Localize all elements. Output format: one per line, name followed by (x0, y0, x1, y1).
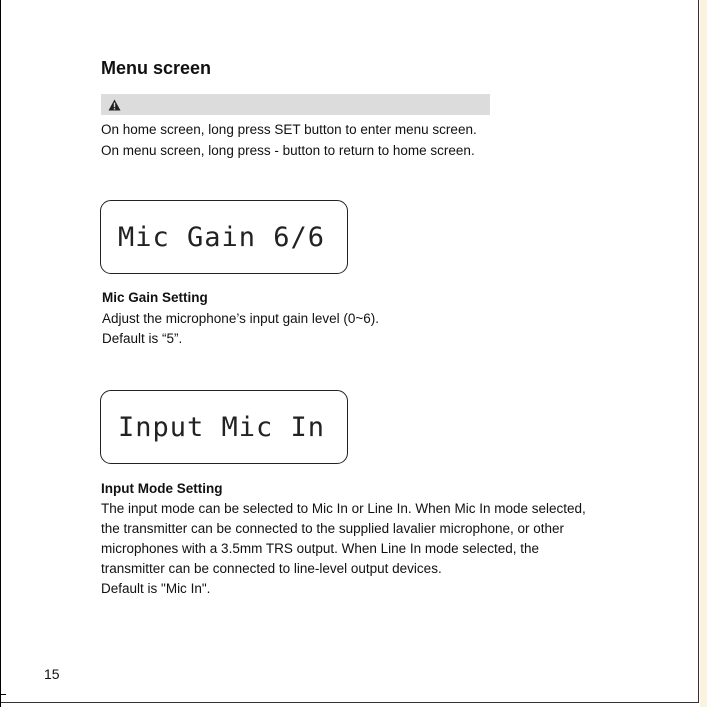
page-edge-strip (700, 0, 707, 707)
input-mode-line-4: transmitter can be connected to line-level output devices. (101, 561, 442, 576)
input-mode-line-2: the transmitter can be connected to the supplied lavalier microphone, or other (101, 521, 565, 536)
input-mode-line-1: The input mode can be selected to Mic In or Line In. When Mic In mode selected, (101, 501, 586, 516)
note-line-2: On menu screen, long press - button to return to home screen. (101, 143, 475, 158)
note-line-1: On home screen, long press SET button to enter menu screen. (101, 122, 477, 137)
page-title: Menu screen (101, 58, 212, 78)
mic-gain-line-1: Adjust the microphone’s input gain level (0~6). (102, 311, 380, 326)
lcd-text: Input Mic In (118, 412, 326, 443)
warning-bar (101, 94, 490, 115)
input-mode-line-5: Default is "Mic In". (101, 581, 211, 596)
mic-gain-line-2: Default is “5”. (102, 331, 183, 346)
lcd-text: Mic Gain 6/6 (118, 222, 326, 253)
crop-mark (0, 694, 6, 695)
section-heading-input-mode: Input Mode Setting (101, 481, 223, 496)
section-heading-mic-gain: Mic Gain Setting (102, 290, 208, 305)
page-number: 15 (44, 666, 60, 682)
left-edge-line (0, 0, 1, 707)
lcd-display-mic-gain (100, 200, 348, 274)
warning-icon (108, 98, 121, 116)
input-mode-line-3: microphones with a 3.5mm TRS output. When Line In mode selected, the (101, 541, 539, 556)
lcd-display-input-mode (100, 390, 348, 464)
